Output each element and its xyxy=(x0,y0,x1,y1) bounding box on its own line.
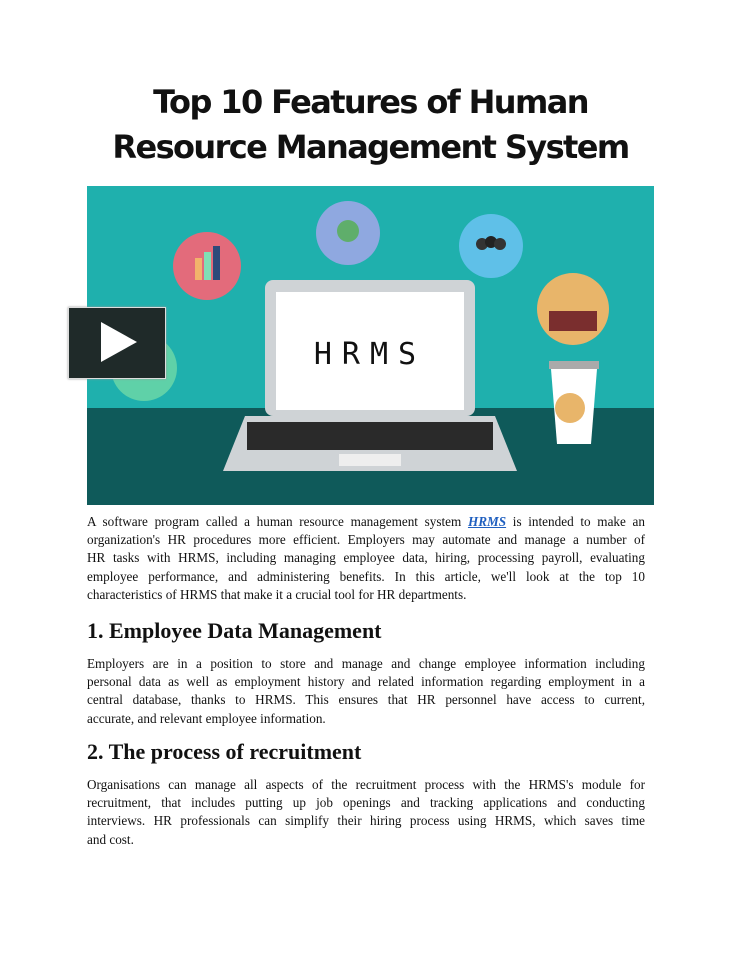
section-paragraph-recruitment: Organisations can manage all aspects of the recruitment process with the HRMS's module for recruitment, that includes putting up job openings and tracking applications and conducting interviews. HR professionals can simplify their hiring process using HRMS, which saves time and cost. xyxy=(87,777,645,847)
page-title-line-2: Resource Management System xyxy=(112,128,629,166)
section-heading-recruitment: 2. The process of recruitment xyxy=(87,739,362,764)
section-heading-employee-data: 1. Employee Data Management xyxy=(87,618,382,643)
hrms-hero-image xyxy=(87,186,654,505)
intro-paragraph: A software program called a human resource management system HRMS is intended to make an organization's HR procedures more efficient. Employers may automate and manage a number of HR tasks with HRMS, including managing employee data, hiring, processing payroll, evaluating employee performance, and administering benefits. In this article, we'll look at the top 10 characteristics of HRMS that make it a crucial tool for HR departments. xyxy=(87,514,645,602)
laptop-screen-text: HRMS xyxy=(313,337,427,372)
coffee-cup-icon xyxy=(549,361,599,369)
hrms-link[interactable]: HRMS xyxy=(467,514,507,529)
section-paragraph-employee-data: Employers are in a position to store and manage and change employee information including personal data as well as employment history and related information regarding employment in a central database, thanks to HRMS. This ensures that HR personnel have access to current, accurate, and relevant employee information. xyxy=(87,656,645,726)
interview-circle-icon xyxy=(537,273,609,345)
video-play-button[interactable] xyxy=(68,307,166,379)
play-icon xyxy=(69,308,165,378)
page-title-line-1: Top 10 Features of Human xyxy=(153,83,588,121)
